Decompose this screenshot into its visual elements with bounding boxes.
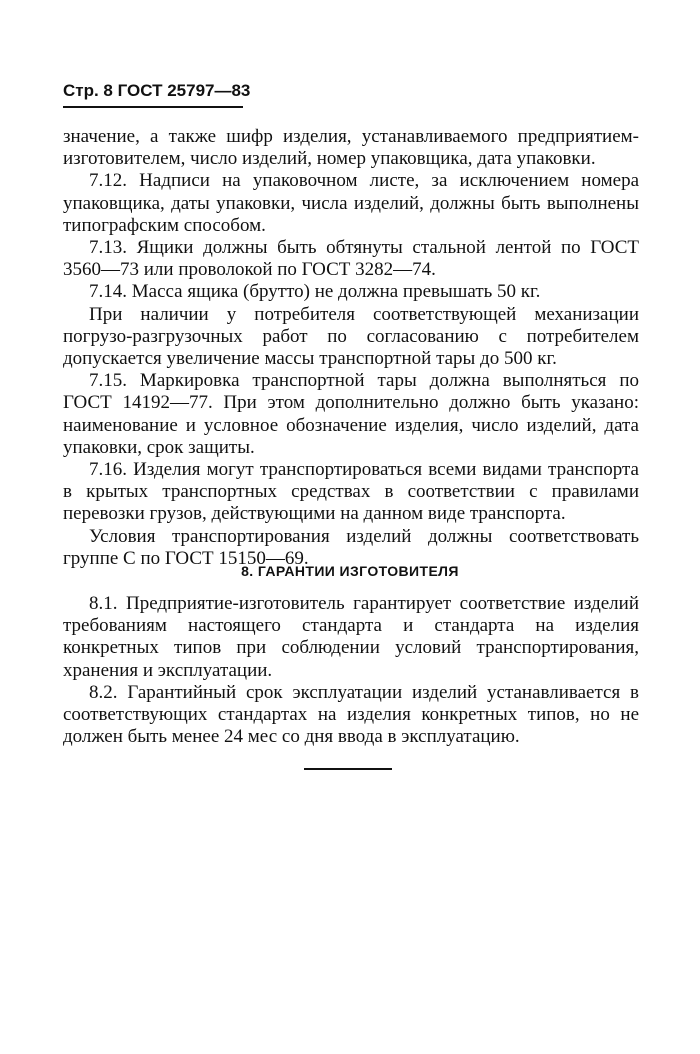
paragraph-7-16: 7.16. Изделия могут транспортироваться всеми видами транспорта в крытых транспортных средствах в соответствии с правилами перевозки грузов, действующими на данном виде транспорта. [63,459,639,525]
section-8-title: 8. ГАРАНТИИ ИЗГОТОВИТЕЛЯ [241,563,459,579]
section-8-body [63,593,639,748]
paragraph-7-11-continuation: значение, а также шифр изделия, устанавливаемого предприятием-изготовителем, число изделий, номер упаковщика, дата упаковки. [63,126,639,170]
paragraph-7-13: 7.13. Ящики должны быть обтянуты стальной лентой по ГОСТ 3560—73 или проволокой по ГОСТ 3282—74. [63,237,639,281]
page-header [63,80,251,108]
paragraph-8-2: 8.2. Гарантийный срок эксплуатации изделий устанавливается в соответствующих стандартах на изделия конкретных типов, но не должен быть менее 24 мес со дня ввода в эксплуатацию. [63,681,639,748]
page-number-label: Стр. 8 ГОСТ 25797—83 [63,81,251,100]
end-divider [304,768,392,770]
paragraph-7-12: 7.12. Надписи на упаковочном листе, за исключением номера упаковщика, даты упаковки, числа изделий, должны быть выполнены типографским способом. [63,170,639,236]
paragraph-7-14-note: При наличии у потребителя соответствующей механизации погрузо-разгрузочных работ по согласованию с потребителем допускается увеличение массы транспортной тары до 500 кг. [63,303,639,370]
paragraph-transport-conditions: Условия транспортирования изделий должны соответствовать группе С по ГОСТ 15150—69. [63,525,639,569]
paragraph-7-15: 7.15. Маркировка транспортной тары должна выполняться по ГОСТ 14192—77. При этом дополнительно должно быть указано: наименование и условное обозначение изделия, число изделий, дата упаковки, срок защиты. [63,370,639,458]
section-7-continuation [63,126,639,570]
paragraph-7-14: 7.14. Масса ящика (брутто) не должна превышать 50 кг. [89,281,541,303]
paragraph-8-1: 8.1. Предприятие-изготовитель гарантирует соответствие изделий требованиям настоящего стандарта и стандарта на изделия конкретных типов при соблюдении условий транспортирования, хранения и эксплуатации. [63,593,639,681]
